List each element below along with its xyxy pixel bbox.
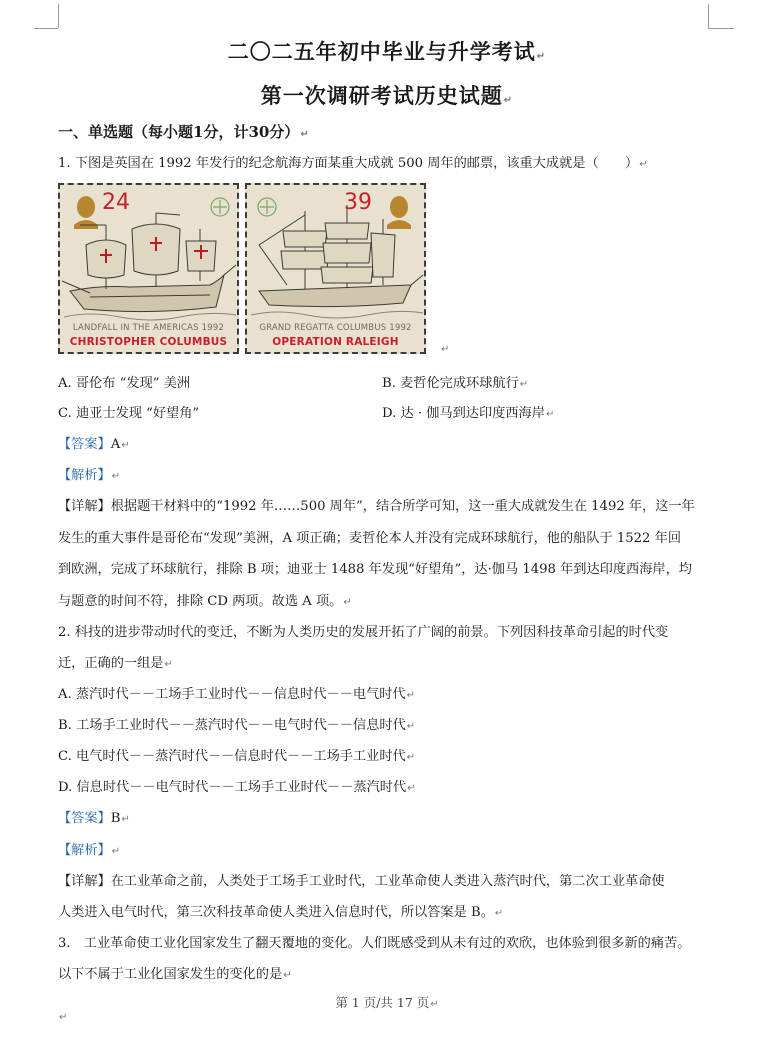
q1-option-a: A. 哥伦布 “发现” 美洲 [58,376,191,391]
q1-stem: 1. 下图是英国在 1992 年发行的纪念航海方面某重大成就 500 周年的邮票，该重大成就是（ ）↵ [58,156,648,171]
exam-title: 二〇二五年初中毕业与升学考试↵ [227,39,547,64]
q2-option-d: D. 信息时代－－电气时代－－工场手工业时代－－蒸汽时代↵ [58,780,416,795]
crop-mark-top-left-vertical [58,4,59,28]
section-heading: 一、单选题（每小题1分，计30分）↵ [58,123,309,141]
caravel-ship [62,213,236,320]
q2-option-a: A. 蒸汽时代－－工场手工业时代－－信息时代－－电气时代↵ [58,687,415,702]
image-paragraph-mark: ↵ [441,344,450,355]
q2-stem-line-2: 迁，正确的一组是↵ [58,656,173,671]
q1-option-c: C. 迪亚士发现 “好望角” [58,406,200,421]
q1-option-b: B. 麦哲伦完成环球航行↵ [382,376,529,391]
q1-option-d: D. 达 · 伽马到达印度西海岸↵ [382,406,555,421]
crop-mark-top-right-horizontal [708,28,734,29]
queen-profile-icon [387,196,411,229]
queen-profile-icon [74,196,98,229]
q2-analysis-label: 【解析】↵ [58,843,121,858]
crop-mark-top-right-vertical [708,4,709,28]
q2-detail-line-1: 【详解】在工业革命之前，人类处于工场手工业时代，工业革命使人类进入蒸汽时代，第二次工业革命使 [58,874,665,889]
q1-analysis-label: 【解析】↵ [58,468,121,483]
stamp-value-right: 39 [344,190,372,215]
q3-stem-line-1: 3. 工业革命使工业化国家发生了翻天覆地的变化。人们既感受到从未有过的欢欣，也体验到很多新的痛苦。 [58,936,691,951]
q1-detail-line-1: 【详解】根据题干材料中的“1992 年……500 周年”，结合所学可知，这一重大成就发生在 1492 年，这一年 [58,499,695,514]
q2-detail-line-2: 人类进入电气时代，第三次科技革命使人类进入信息时代，所以答案是 B。↵ [58,905,504,920]
crop-mark-top-left-horizontal [34,28,58,29]
q1-detail-line-3: 到欧洲，完成了环球航行，排除 B 项；迪亚士 1488 年发现“好望角”，达·伽马 1498 年到达印度西海岸，均 [58,562,692,577]
stamp-image-pair [58,183,427,354]
stamp-value-left: 24 [102,190,130,215]
stamp-raleigh [245,183,426,354]
page-footer: 第 1 页/共 17 页↵ [335,995,439,1010]
q1-detail-line-4: 与题意的时间不符，排除 CD 两项。故选 A 项。↵ [58,594,352,609]
stamp-left-subtitle: LANDFALL IN THE AMERICAS 1992 [72,323,225,333]
q2-option-c: C. 电气时代－－蒸汽时代－－信息时代－－工场手工业时代↵ [58,749,416,764]
exam-subtitle: 第一次调研考试历史试题↵ [260,83,514,108]
europa-emblem-icon [211,198,229,216]
stamp-right-subtitle: GRAND REGATTA COLUMBUS 1992 [259,323,412,333]
q2-stem-line-1: 2. 科技的进步带动时代的变迁，不断为人类历史的发展开拓了广阔的前景。下列因科技革命引起的时代变 [58,625,669,640]
end-paragraph-mark: ↵ [59,1012,68,1023]
q2-option-b: B. 工场手工业时代－－蒸汽时代－－电气时代－－信息时代↵ [58,718,416,733]
stamp-left-name: CHRISTOPHER COLUMBUS [69,336,228,348]
stamp-columbus [58,183,239,354]
q3-stem-line-2: 以下不属于工业化国家发生的变化的是↵ [58,967,292,982]
europa-emblem-icon [258,198,276,216]
q1-detail-line-2: 发生的重大事件是哥伦布“发现”美洲，A 项正确；麦哲伦本人并没有完成环球航行，他的船队于 1522 年回 [58,531,682,546]
q2-answer: 【答案】B↵ [58,811,130,826]
stamp-right-name: OPERATION RALEIGH [272,336,399,348]
q1-answer: 【答案】A↵ [58,437,130,452]
